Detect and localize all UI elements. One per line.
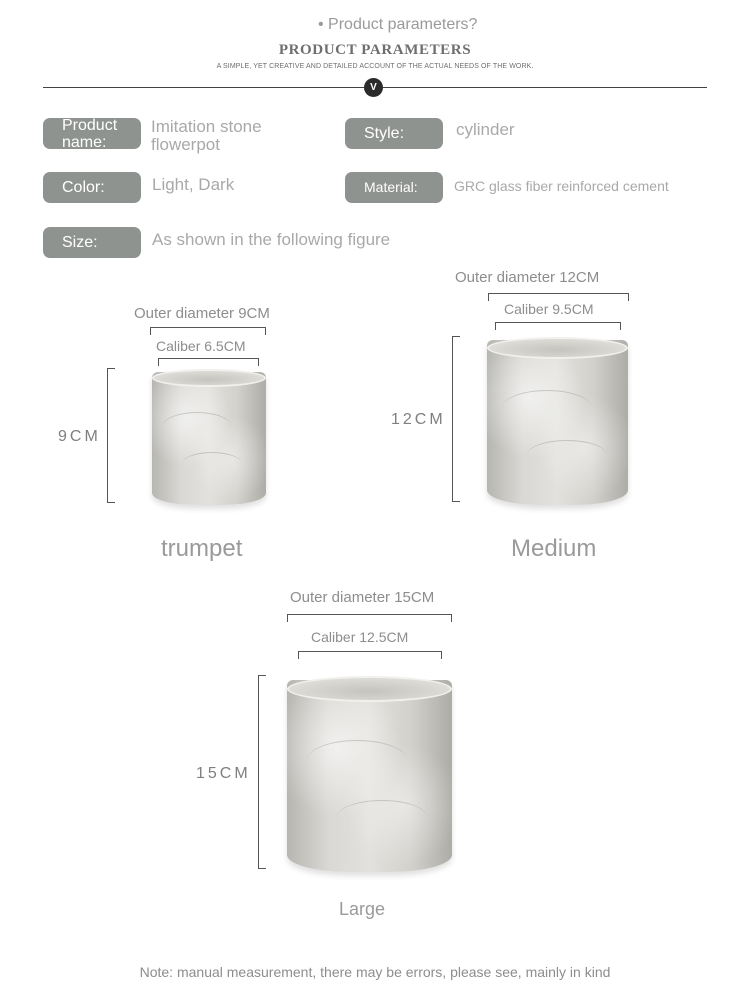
small-outer-diameter: Outer diameter 9CM — [134, 305, 270, 322]
small-caliber: Caliber 6.5CM — [156, 338, 246, 354]
large-pot-rim — [287, 676, 452, 702]
product-name-value: Imitation stone flowerpot — [151, 117, 262, 154]
medium-pot-image — [487, 340, 628, 505]
large-outer-diameter: Outer diameter 15CM — [290, 589, 435, 606]
size-value: As shown in the following figure — [152, 230, 391, 249]
top-note: • Product parameters? — [318, 16, 478, 33]
page-title: PRODUCT PARAMETERS — [278, 42, 472, 58]
material-value: GRC glass fiber reinforced cement — [454, 178, 669, 194]
medium-size-label: Medium — [511, 535, 597, 562]
small-size-label: trumpet — [161, 535, 243, 562]
style-value: cylinder — [456, 120, 515, 139]
small-height-label: 9CM — [58, 428, 101, 445]
small-outer-bracket — [150, 327, 266, 335]
large-pot-image — [287, 680, 452, 872]
small-height-bracket — [107, 368, 115, 503]
large-height-bracket — [258, 675, 266, 869]
medium-outer-bracket — [488, 293, 629, 301]
product-name-label: Product name: — [43, 118, 141, 149]
color-label: Color: — [43, 172, 141, 203]
measurement-note: Note: manual measurement, there may be errors, please see, mainly in kind — [139, 964, 611, 980]
page-subtitle: A SIMPLE, YET CREATIVE AND DETAILED ACCOUNT OF THE ACTUAL NEEDS OF THE WORK. — [216, 63, 534, 70]
large-outer-bracket — [287, 614, 452, 622]
large-caliber-bracket — [298, 651, 442, 659]
medium-caliber-bracket — [495, 322, 621, 330]
material-label: Material: — [345, 172, 443, 203]
large-caliber: Caliber 12.5CM — [311, 629, 409, 645]
medium-pot-rim — [487, 337, 628, 359]
large-height-label: 15CM — [196, 765, 251, 782]
large-size-label: Large — [339, 899, 386, 919]
small-pot-rim — [152, 369, 266, 387]
medium-height-label: 12CM — [391, 411, 446, 428]
medium-outer-diameter: Outer diameter 12CM — [455, 269, 600, 286]
style-label: Style: — [345, 118, 443, 149]
chevron-down-icon: V — [364, 78, 383, 97]
medium-height-bracket — [452, 336, 460, 502]
color-value: Light, Dark — [152, 175, 235, 194]
small-caliber-bracket — [158, 358, 259, 366]
small-pot-image — [152, 372, 266, 505]
size-label: Size: — [43, 227, 141, 258]
medium-caliber: Caliber 9.5CM — [504, 301, 594, 317]
